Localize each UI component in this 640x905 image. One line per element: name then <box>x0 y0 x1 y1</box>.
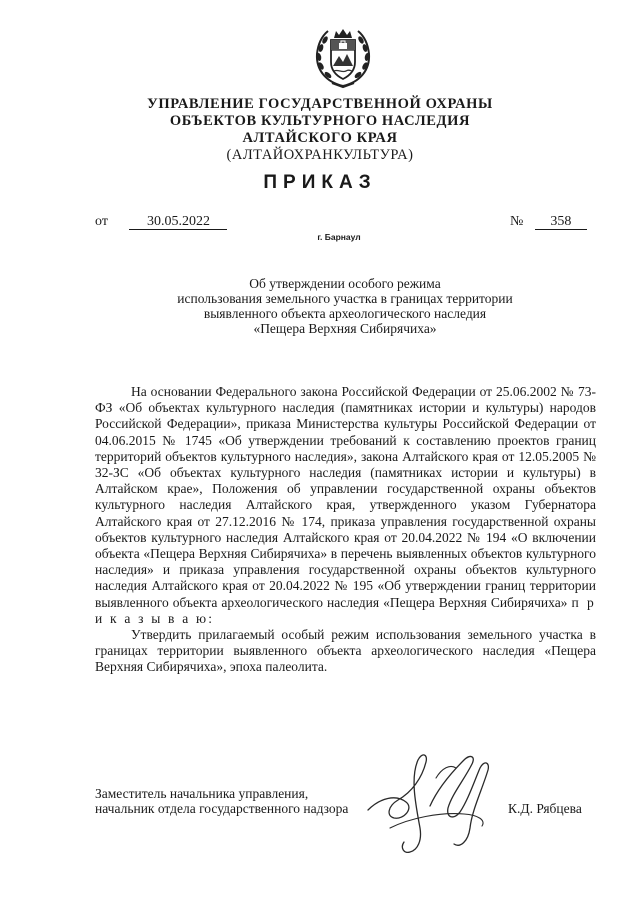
position-line-1: Заместитель начальника управления, <box>95 786 309 801</box>
basis-text: На основании Федерального закона Российской Федерации от 25.06.2002 № 73-ФЗ «Об объектах культурного наследия (памятниках истории и культуры) народов Российской Федерации», приказа Министерства культуры Российской Федерации от 04.06.2015 № 1745 «Об утверждении требований к составлению проектов границ территорий объектов культурного наследия», закона Алтайского края от 12.05.2005 № 32-ЗС «Об объектах культурного наследия (памятниках истории и культуры) в Алтайском крае», Положения об управлении государственной охраны объектов культурного наследия Алтайского края, утвержденного указом Губернатора Алтайского края от 27.12.2016 № 174, приказа управления государственной охраны объектов культурного наследия Алтайского края от 20.04.2022 № 194 «О включении объекта «Пещера Верхняя Сибирячиха» в перечень выявленных объектов культурного наследия» и приказа управления государственной охраны объектов культурного наследия Алтайского края от 20.04.2022 № 195 «Об утверждении границ территории выявленного объекта археологического наследия «Пещера Верхняя Сибирячиха» <box>95 384 596 610</box>
org-line-3: АЛТАЙСКОГО КРАЯ <box>242 130 398 146</box>
date-prefix: от <box>95 214 108 229</box>
order-body <box>95 384 596 676</box>
position-line-2: начальник отдела государственного надзора <box>95 801 349 816</box>
subject-line-1: Об утверждении особого режима <box>249 276 441 291</box>
org-abbreviation: (АЛТАЙОХРАНКУЛЬТУРА) <box>226 147 414 163</box>
org-line-1: УПРАВЛЕНИЕ ГОСУДАРСТВЕННОЙ ОХРАНЫ <box>147 96 493 112</box>
handwritten-signature-icon <box>360 748 510 858</box>
number-row <box>510 214 587 230</box>
date-row <box>95 214 227 230</box>
body-paragraph-basis <box>95 384 596 627</box>
signer-name: К.Д. Рябцева <box>508 801 582 816</box>
coat-of-arms-icon <box>312 26 374 90</box>
signatory-position <box>95 786 348 816</box>
subject-line-2: использования земельного участка в границах территории <box>177 291 513 306</box>
subject-line-4: «Пещера Верхняя Сибирячиха» <box>253 321 437 336</box>
subject-line-3: выявленного объекта археологического наследия <box>203 306 487 321</box>
body-paragraph-decision: Утвердить прилагаемый особый режим использования земельного участка в границах территории выявленного объекта археологического наследия «Пещера Верхняя Сибирячиха», эпоха палеолита. <box>95 627 596 675</box>
number-prefix: № <box>510 214 524 229</box>
order-verb: п р и к а з ы в а ю: <box>95 594 597 626</box>
order-date: 30.05.2022 <box>129 214 227 230</box>
order-subject <box>0 276 640 336</box>
organization-name <box>0 96 640 164</box>
order-number: 358 <box>535 214 587 230</box>
org-line-2: ОБЪЕКТОВ КУЛЬТУРНОГО НАСЛЕДИЯ <box>169 113 471 129</box>
document-type-title: ПРИКАЗ <box>263 172 377 193</box>
city-label: г. Барнаул <box>317 232 361 242</box>
